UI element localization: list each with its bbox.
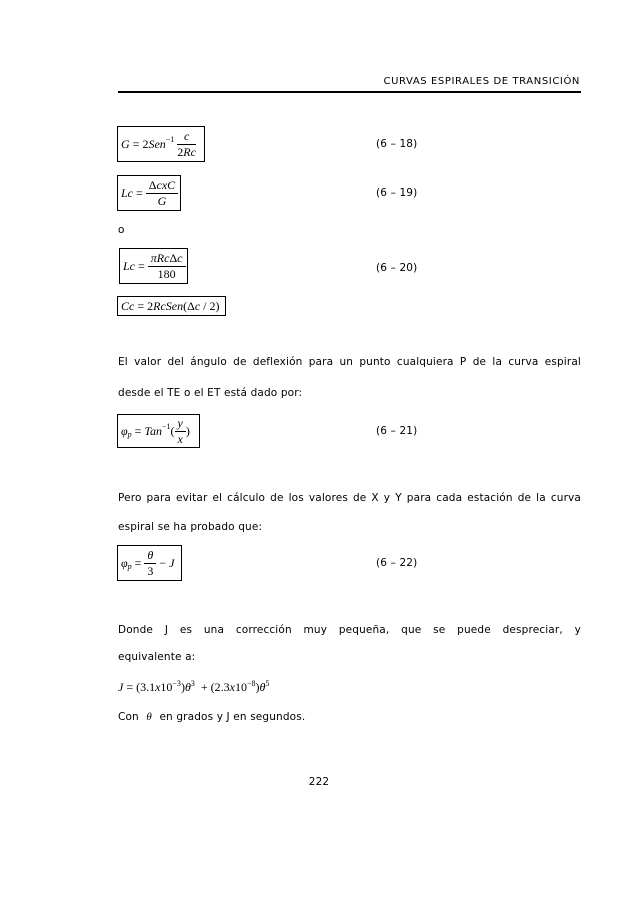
equation-label-6-22: (6 – 22) bbox=[376, 557, 418, 569]
equation-correction-j: $J = (3.1x10^{-3})\theta^3 + (2.3x10^{-8})\theta^5$ bbox=[118, 679, 270, 694]
paragraph-units bbox=[118, 711, 305, 723]
equation-chord-length: Cc = 2 RcSen (Δ c / 2) bbox=[117, 296, 226, 316]
equation-6-20: Lc = $\frac{\text{πRcΔc}}{180}$ bbox=[119, 248, 188, 284]
paragraph-correction-line-1: Donde J es una corrección muy pequeña, que se puede despreciar, y bbox=[118, 624, 581, 636]
paragraph-deflection-line-1: El valor del ángulo de deflexión para un punto cualquiera P de la curva espiral bbox=[118, 356, 581, 368]
equation-label-6-20: (6 – 20) bbox=[376, 262, 418, 274]
units-text-before: Con bbox=[118, 711, 139, 723]
equation-6-19: Lc = $\frac{\text{ΔcxC}}{G}$ bbox=[117, 175, 181, 211]
paragraph-deflection-line-2: desde el TE o el ET está dado por: bbox=[118, 387, 303, 399]
equation-6-18: G = 2 Sen −1 $\frac{c}{2Rc}$ bbox=[117, 126, 205, 162]
units-text-after: en grados y J en segundos. bbox=[159, 711, 306, 723]
paragraph-correction-line-2: equivalente a: bbox=[118, 651, 196, 663]
paragraph-approximation-line-1: Pero para evitar el cálculo de los valores de X y Y para cada estación de la curva bbox=[118, 492, 581, 504]
equation-6-21: φ p = Tan −1 ( $\frac{y}{x}$ ) bbox=[117, 414, 200, 448]
equation-6-22: φ p = $\frac{\theta}{3}$ − J bbox=[117, 545, 182, 581]
header-divider bbox=[118, 91, 581, 93]
page-header-title: CURVAS ESPIRALES DE TRANSICIÓN bbox=[383, 76, 580, 87]
paragraph-approximation-line-2: espiral se ha probado que: bbox=[118, 521, 263, 533]
page-number: 222 bbox=[308, 776, 330, 788]
equation-label-6-19: (6 – 19) bbox=[376, 187, 418, 199]
equation-label-6-18: (6 – 18) bbox=[376, 138, 418, 150]
theta-symbol: θ bbox=[146, 711, 152, 723]
equation-label-6-21: (6 – 21) bbox=[376, 425, 418, 437]
or-connector: o bbox=[118, 224, 125, 236]
